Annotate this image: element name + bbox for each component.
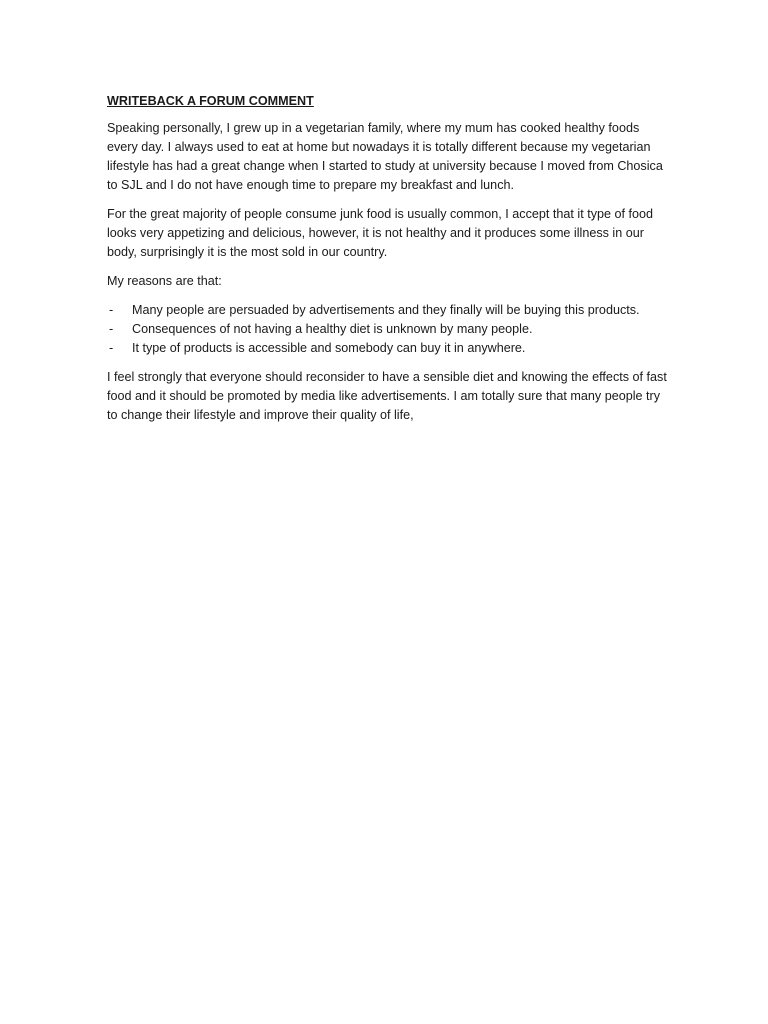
document-page (107, 92, 667, 435)
paragraph-reasons-heading: My reasons are that: (107, 274, 222, 288)
reasons-list (107, 301, 667, 358)
bullet-dash: - (109, 341, 114, 355)
list-item (107, 301, 667, 320)
paragraph-intro: Speaking personally, I grew up in a vegetarian family, where my mum has cooked healthy foods every day. I always used to eat at home but nowadays it is totally different because my vegetarian lifestyle has had a great change when I started to study at university because I moved from Chosica to SJL and I do not have enough time to prepare my breakfast and lunch. (107, 121, 663, 192)
bullet-dash: - (109, 322, 114, 336)
list-item (107, 320, 667, 339)
reason-text: It type of products is accessible and somebody can buy it in anywhere. (132, 341, 526, 355)
list-item (107, 339, 667, 358)
paragraph-junk-food: For the great majority of people consume junk food is usually common, I accept that it type of food looks very appetizing and delicious, however, it is not healthy and it produces some illness in our body, surprisingly it is the most sold in our country. (107, 207, 654, 259)
reason-text: Consequences of not having a healthy diet is unknown by many people. (132, 322, 533, 336)
reason-text: Many people are persuaded by advertisements and they finally will be buying this products. (132, 303, 640, 317)
bullet-dash: - (109, 303, 114, 317)
paragraph-closing: I feel strongly that everyone should reconsider to have a sensible diet and knowing the effects of fast food and it should be promoted by media like advertisements. I am totally sure that many people try to change their lifestyle and improve their quality of life, (107, 370, 667, 422)
document-title: WRITEBACK A FORUM COMMENT (107, 94, 314, 108)
